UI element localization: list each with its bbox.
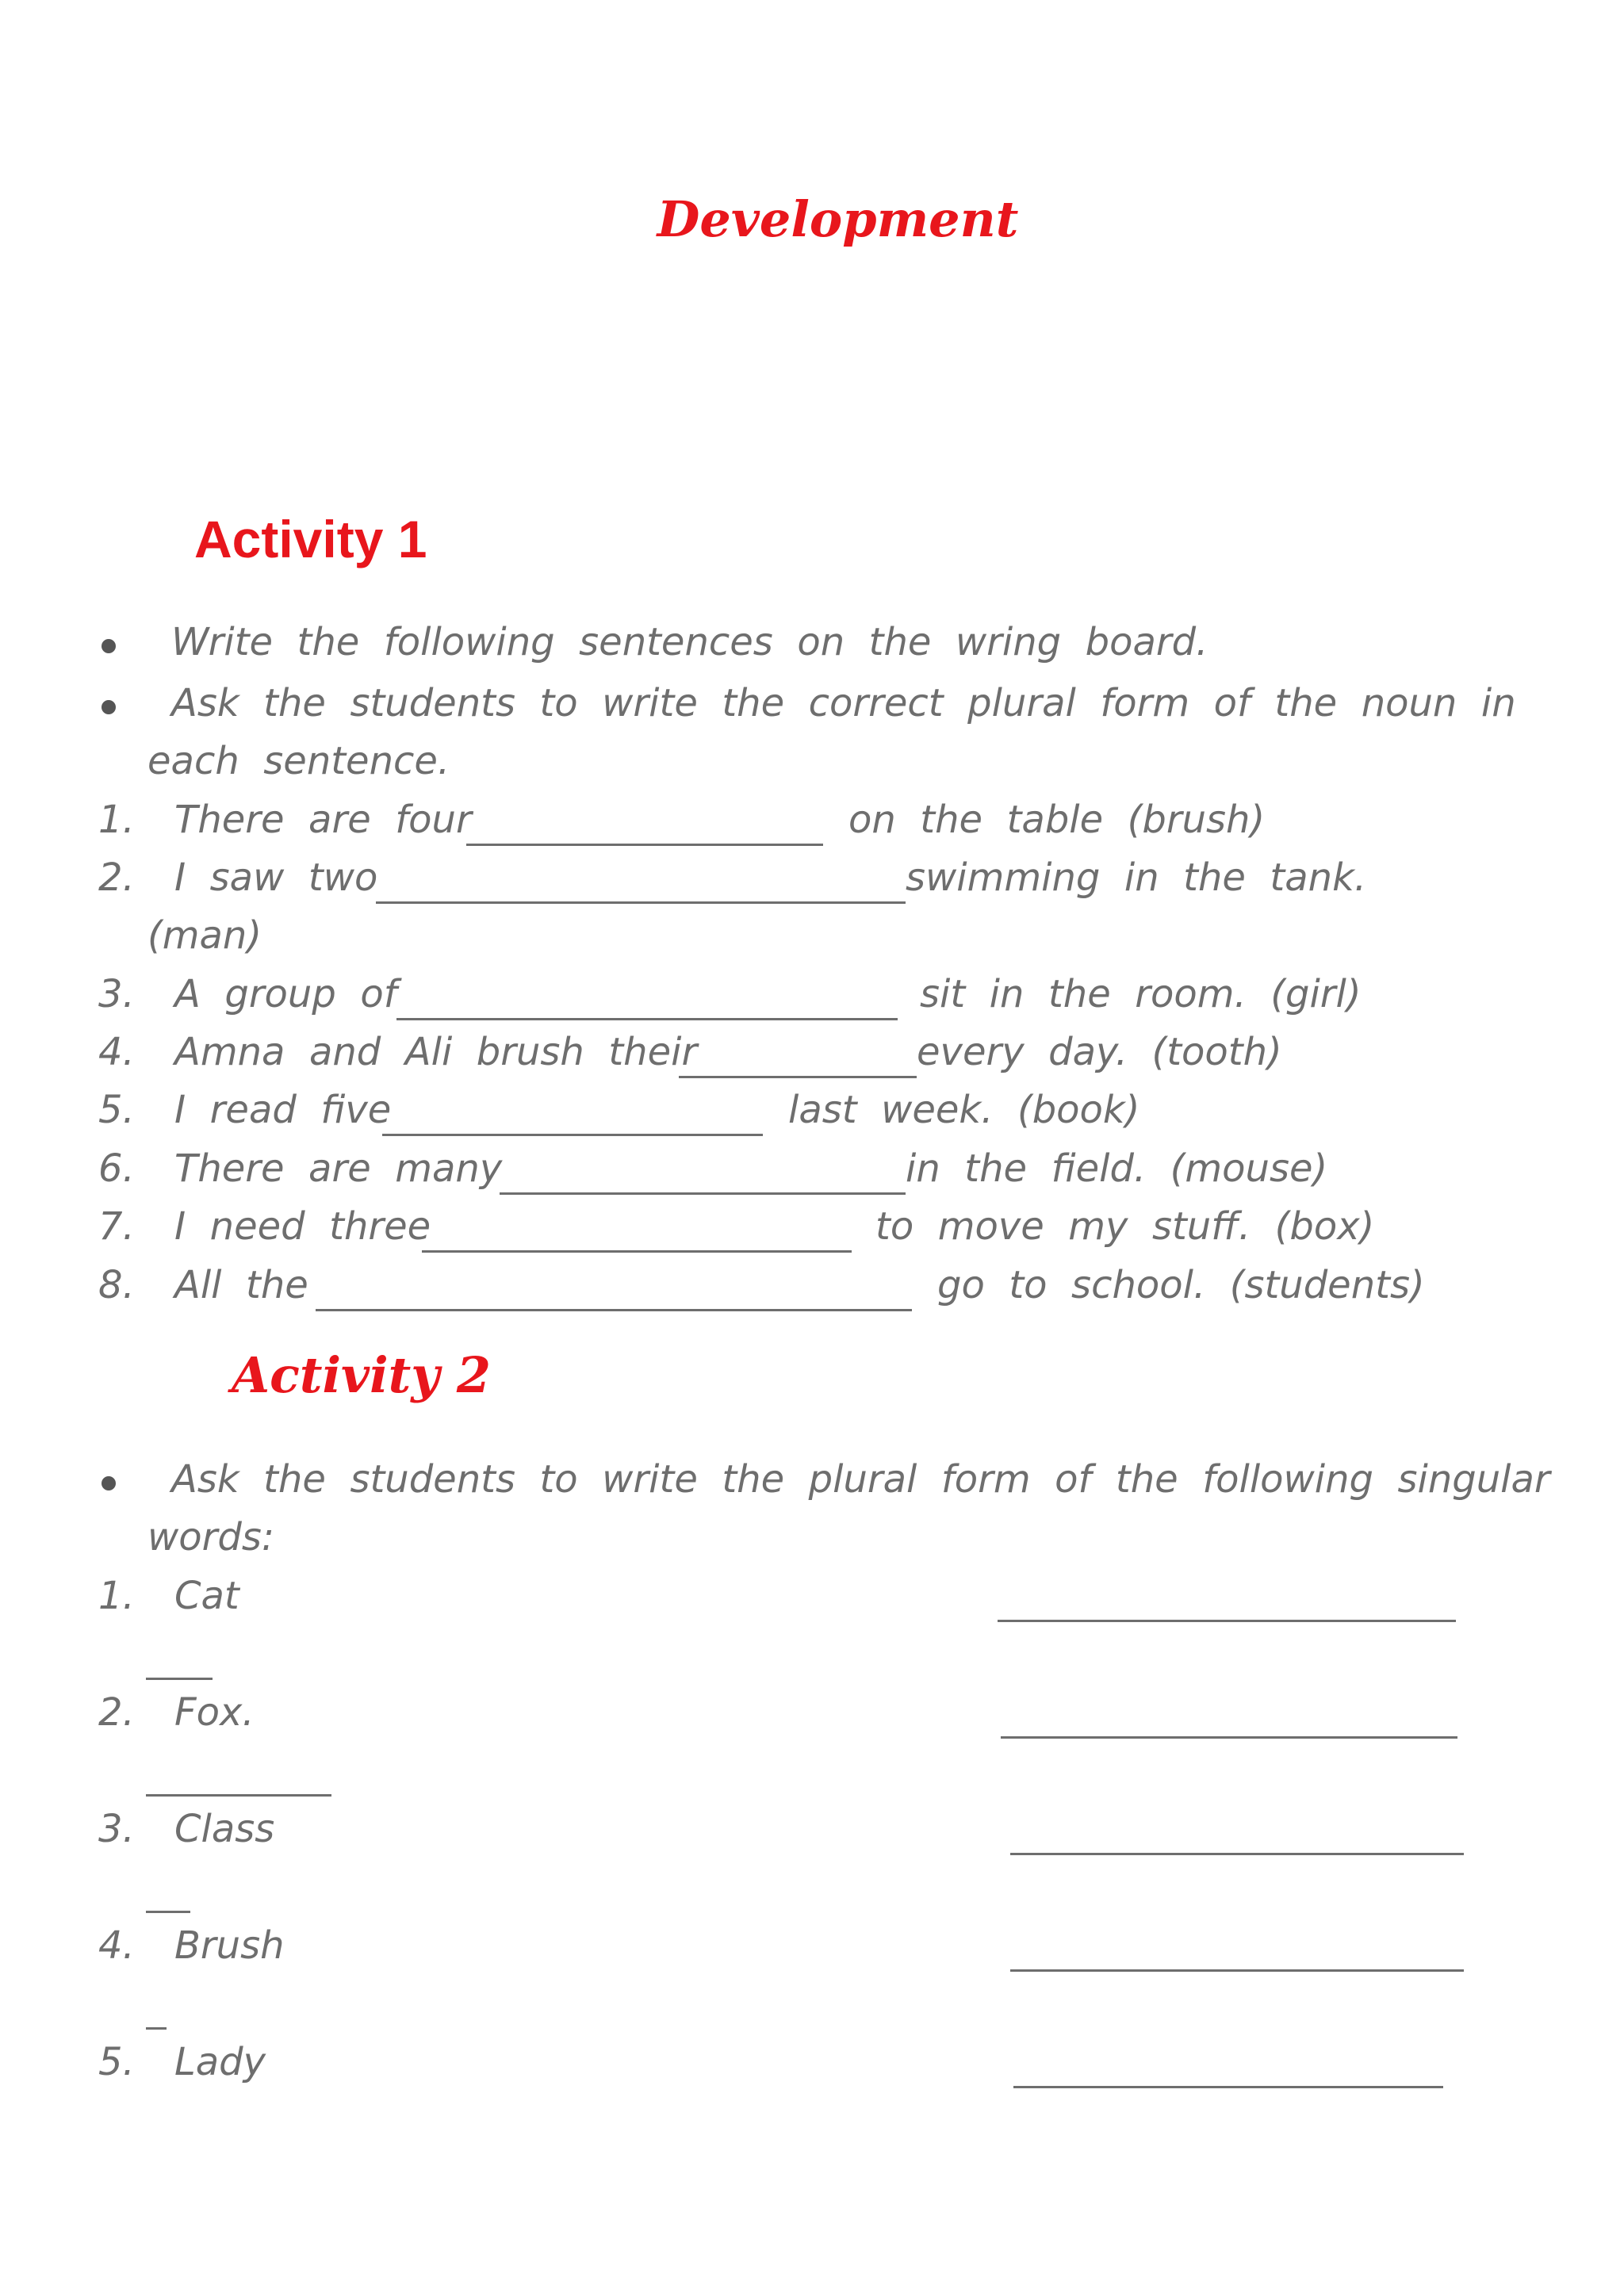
item-number: 7.	[98, 1204, 135, 1249]
sentence-text: every day. (tooth)	[917, 1030, 1282, 1074]
singular-word: Lady	[174, 2040, 266, 2084]
instruction-text-continued: each sentence.	[147, 739, 450, 783]
answer-blank[interactable]	[376, 901, 906, 904]
item-number: 2.	[98, 1690, 135, 1735]
answer-blank[interactable]	[998, 1620, 1456, 1622]
page-title: Development	[657, 190, 1019, 248]
item-number: 6.	[98, 1146, 135, 1191]
sentence-text-continued: (man)	[147, 913, 262, 958]
item-number: 8.	[98, 1263, 135, 1307]
singular-word: Class	[174, 1807, 275, 1851]
singular-word: Cat	[174, 1574, 239, 1618]
sentence-text: I saw two	[174, 855, 378, 900]
sentence-text: to move my stuff. (box)	[875, 1204, 1375, 1249]
sentence-text: There are four	[174, 798, 472, 842]
sentence-text: I need three	[174, 1204, 431, 1249]
item-number: 2.	[98, 855, 135, 900]
instruction-text-continued: words:	[147, 1515, 275, 1559]
answer-blank[interactable]	[1010, 1969, 1464, 1972]
answer-blank[interactable]	[679, 1076, 917, 1078]
sentence-text: All the	[174, 1263, 308, 1307]
bullet-dot	[102, 639, 116, 653]
answer-blank[interactable]	[466, 844, 823, 846]
answer-blank[interactable]	[396, 1018, 898, 1020]
sentence-text: on the table (brush)	[848, 798, 1266, 842]
singular-word: Fox.	[174, 1690, 255, 1735]
item-number: 3.	[98, 1807, 135, 1851]
item-number: 3.	[98, 972, 135, 1016]
instruction-text: Ask the students to write the correct plural form of the noun in	[171, 681, 1516, 725]
activity-2-heading: Activity 2	[232, 1346, 492, 1404]
sentence-text: swimming in the tank.	[906, 855, 1367, 900]
instruction-text: Ask the students to write the plural form of the following singular	[171, 1457, 1550, 1502]
sentence-text: Amna and Ali brush their	[174, 1030, 698, 1074]
singular-word: Brush	[174, 1923, 285, 1968]
answer-blank[interactable]	[422, 1250, 852, 1253]
sentence-text: last week. (book)	[788, 1088, 1140, 1132]
item-number: 4.	[98, 1923, 135, 1968]
sentence-text: in the field. (mouse)	[906, 1146, 1328, 1191]
bullet-dot	[102, 700, 116, 714]
sentence-text: sit in the room. (girl)	[920, 972, 1362, 1016]
item-number: 4.	[98, 1030, 135, 1074]
answer-blank[interactable]	[1010, 1853, 1464, 1855]
answer-blank-continued[interactable]	[146, 1678, 213, 1680]
sentence-text: go to school. (students)	[937, 1263, 1425, 1307]
answer-blank-continued[interactable]	[146, 1911, 190, 1913]
sentence-text: A group of	[174, 972, 397, 1016]
bullet-dot	[102, 1476, 116, 1490]
answer-blank[interactable]	[1013, 2086, 1443, 2088]
answer-blank[interactable]	[316, 1309, 912, 1311]
item-number: 5.	[98, 1088, 135, 1132]
answer-blank-continued[interactable]	[146, 2027, 167, 2030]
answer-blank-continued[interactable]	[146, 1794, 331, 1797]
answer-blank[interactable]	[382, 1134, 763, 1136]
instruction-text: Write the following sentences on the wring board.	[171, 620, 1208, 664]
item-number: 5.	[98, 2040, 135, 2084]
item-number: 1.	[98, 798, 135, 842]
sentence-text: There are many	[174, 1146, 503, 1191]
sentence-text: I read five	[174, 1088, 392, 1132]
activity-1-heading: Activity 1	[194, 510, 427, 568]
answer-blank[interactable]	[500, 1192, 906, 1195]
item-number: 1.	[98, 1574, 135, 1618]
answer-blank[interactable]	[1001, 1736, 1457, 1739]
